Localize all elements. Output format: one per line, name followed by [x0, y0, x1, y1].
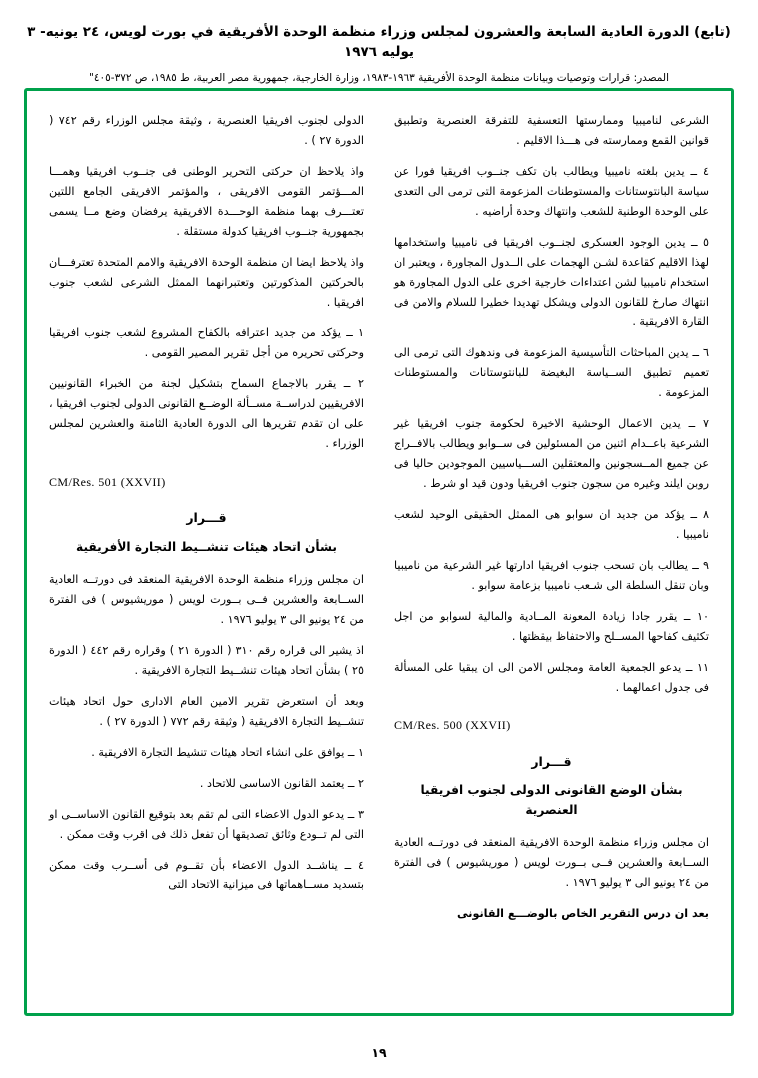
page-header — [0, 0, 758, 86]
paragraph: ٨ ــ يؤكد من جديد ان سوابو هى الممثل الحقيقى الوحيد لشعب ناميبيا . — [394, 507, 709, 541]
paragraph: ٧ ــ يدين الاعمال الوحشية الاخيرة لحكومة جنوب افريقيا غير الشرعية باعــدام اثنين من المسئولين فى ســوابو ويطالب بالافــراج عن جميع المــسجونين والمعتقلين الســـياسيين الموجودين حاليا فى روبن ايلند وغيره من سجون جنوب افريقيا ودون قيد او شرط . — [394, 417, 709, 490]
paragraph: ٣ ــ يدعو الدول الاعضاء التى لم تقم بعد بتوقيع القانون الاساســى او التى لم تــودع وثائق تصديقها أن تفعل ذلك فى اقرب وقت ممكن . — [49, 807, 364, 841]
source-line: المصدر: قرارات وتوصيات وبيانات منظمة الوحدة الأفريقية ١٩٦٣-١٩٨٣، وزارة الخارجية، جمهورية مصر العربية، ط ١٩٨٥، ص ٣٧٢-٤٠٥" — [89, 71, 669, 84]
page-title: (تابع) الدورة العادية السابعة والعشرون لمجلس وزراء منظمة الوحدة الأفريقية في بورت لويس، ٢٤ يونيه- ٣ يوليه ١٩٧٦ — [27, 24, 731, 61]
paragraph: ١٠ ــ يقرر جادا زيادة المعونة المــادية والمالية لسوابو من اجل تكثيف كفاحها المســلح والاحتفاظ بيقظتها . — [394, 609, 709, 643]
green-border-frame — [24, 88, 734, 1016]
paragraph: وبعد أن استعرض تقرير الامين العام الادارى حول اتحاد هيئات تنشــيط التجارة الافريقية ( وثيقة رقم ٧٧٢ ( الدورة ٢٧ ) . — [49, 694, 364, 728]
resolution-subtitle: بشأن اتحاد هيئات تنشــيط التجارة الأفريقية — [76, 539, 337, 554]
two-column-body — [49, 111, 709, 999]
resolution-heading: قـــرار — [531, 753, 572, 769]
paragraph: واذ يلاحظ ان حركتى التحرير الوطنى فى جنــوب افريقيا وهمـــا المـــؤتمر القومى الافريقى ، والمؤتمر الافريقى الجامع اللتين تعتـــرف بهما منظمة الوحـــدة الافريقية يرفضان وضع مــا يسمى بجمهورية جنــوب افريقيا كدولة مستقلة . — [49, 164, 364, 238]
paragraph: ٢ ــ يعتمد القانون الاساسى للاتحاد . — [199, 776, 364, 790]
paragraph: واذ يلاحظ ايضا ان منظمة الوحدة الافريقية والامم المتحدة تعترفـــان بالحركتين المذكورتين وتعتبرانهما الممثل الشرعى لشعب جنوب افريقيا . — [49, 255, 364, 309]
frame-content — [27, 91, 731, 1013]
right-column — [394, 111, 709, 999]
resolution-subtitle: بشأن الوضع القانونى الدولى لجنوب افريقيا العنصرية — [420, 783, 683, 817]
paragraph: ان مجلس وزراء منظمة الوحدة الافريقية المنعقد فى دورتــه العادية الســابعة والعشرين فــى بــورت لويس ( موريشيوس ) فى الفترة من ٢٤ يونيو الى ٣ يوليو ١٩٧٦ . — [394, 836, 709, 889]
resolution-id: CM/Res. 500 (XXVII) — [394, 718, 511, 733]
paragraph: ٩ ــ يطالب بان تسحب جنوب افريقيا ادارتها غير الشرعية من ناميبيا وبان تنقل السلطة الى شـعب ناميبيا بزعامة سوابو . — [394, 558, 709, 592]
paragraph: ٥ ــ يدين الوجود العسكرى لجنــوب افريقيا فى ناميبيا واستخدامها لهذا الاقليم كقاعدة لشـن الهجمات على الــدول المجاورة ، ويعتبر ان استخدام ناميبيا لشن اعتداءات خارجية اخرى على الدول المجاورة هو انتهاك صارخ للقانون الدولى ويشكل تهديدا خطيرا للسلام والامن فى القارة الافريقية . — [394, 235, 709, 329]
page-number: ١٩ — [371, 1045, 387, 1060]
paragraph: ١ ــ يؤكد من جديد اعترافه بالكفاح المشروع لشعب جنوب افريقيا وحركتى تحريره من أجل تقرير المصير القومى . — [49, 326, 364, 360]
paragraph: ان مجلس وزراء منظمة الوحدة الافريقية المنعقد فى دورتــه العادية الســابعة والعشرين فــى بــورت لويس ( موريشيوس ) فى الفترة من ٢٤ يونيو الى ٣ يوليو ١٩٧٦ . — [49, 573, 364, 627]
resolution-heading: قـــرار — [186, 510, 227, 526]
paragraph: ٢ ــ يقرر بالاجماع السماح بتشكيل لجنة من الخبراء القانونيين الافريقيين لدراســة مســألة الوضــع القانونى الدولى لجنوب افريقيا ، على ان تقدم تقريرها الى الدورة العادية الثامنة والعشرين لمجلس الوزراء . — [49, 377, 364, 451]
resolution-id: CM/Res. 501 (XXVII) — [49, 475, 166, 490]
paragraph: ٤ ــ يدين بلغته ناميبيا ويطالب بان تكف جنــوب افريقيا فورا عن سياسة البانتوستانات والمستوطنات المزعومة التى ترمى الى التعدى على الوحدة الوطنية للشعب وانتهاك وحدة أراضيه . — [394, 164, 709, 218]
paragraph: ٤ ــ يناشــد الدول الاعضاء بأن تقــوم فى أســرب وقت ممكن بتسديد مســاهماتها فى ميزانية الاتحاد التى — [49, 858, 364, 892]
paragraph: اذ يشير الى قراره رقم ٣١٠ ( الدورة ٢١ ) وقراره رقم ٤٤٢ ( الدورة ٢٥ ) بشأن اتحاد هيئات تنشــيط التجارة الافريقية . — [49, 644, 364, 677]
closing-paragraph: بعد ان درس التقرير الخاص بالوضـــع القانونى — [456, 906, 709, 920]
paragraph: الدولى لجنوب افريقيا العنصرية ، وثيقة مجلس الوزراء رقم ٧٤٢ ( الدورة ٢٧ ) . — [49, 114, 364, 147]
paragraph: ١١ ــ يدعو الجمعية العامة ومجلس الامن الى ان يبقيا على المسألة فى جدول اعمالهما . — [394, 660, 709, 694]
left-column — [49, 111, 364, 999]
paragraph: ٦ ــ يدين المباحثات التأسيسية المزعومة فى وندهوك التى ترمى الى تعميم تطبيق الســياسة البغيضة للبانتوستانات والمستوطنات المزعومة . — [394, 346, 709, 400]
paragraph: ١ ــ يوافق على انشاء اتحاد هيئات تنشيط التجارة الافريقية . — [91, 745, 364, 759]
paragraph: الشرعى لناميبيا وممارستها التعسفية للتفرقة العنصرية وتطبيق قوانين القمع وممارسته فى هـــذا الاقليم . — [394, 114, 709, 147]
